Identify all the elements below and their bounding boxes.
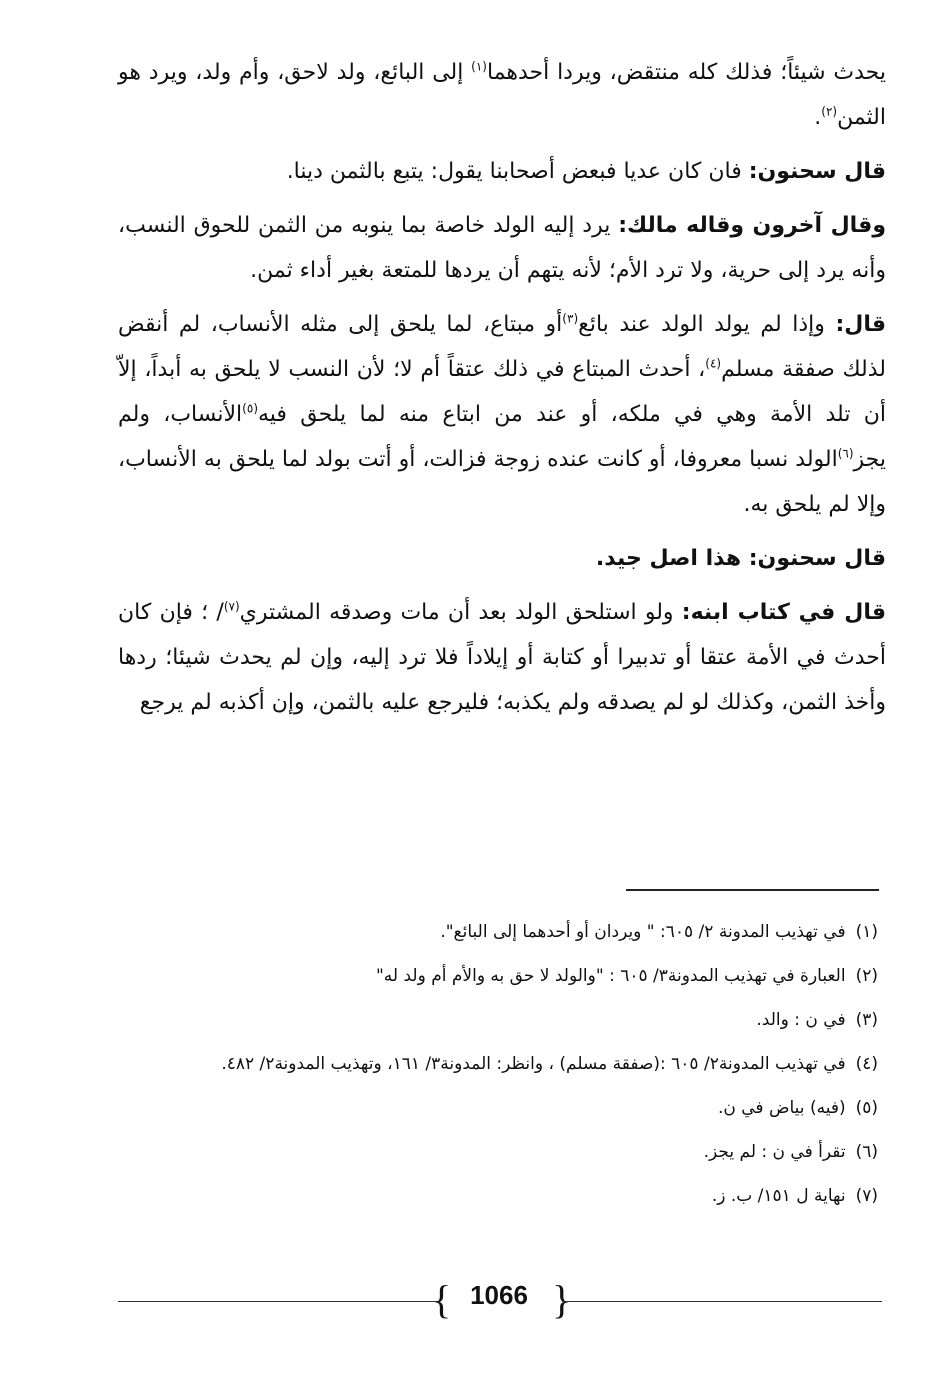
footnotes — [150, 910, 878, 1218]
footnote-divider — [626, 889, 879, 891]
footnote-number: (٦) — [855, 1142, 878, 1162]
footnote-ref-2: (٢) — [821, 104, 838, 119]
footnote-text: العبارة في تهذيب المدونة٣/ ٦٠٥ : "والولد لا حق به والأم أم ولد له" — [375, 966, 846, 986]
speaker-label: وقال آخرون وقاله مالك: — [618, 213, 887, 238]
footnote-text: في تهذيب المدونة ٢/ ٦٠٥: " ويردان أو أحدهما إلى البائع". — [440, 922, 846, 942]
paragraph-5 — [118, 536, 886, 581]
text-run: يحدث شيئاً؛ فذلك كله منتقض، ويردا أحدهما — [486, 60, 886, 85]
footnote-1 — [150, 910, 878, 954]
paragraph-6 — [118, 590, 886, 725]
footnote-number: (١) — [855, 922, 878, 942]
footnote-ref-3: (٣) — [562, 311, 579, 326]
footnote-number: (٣) — [855, 1010, 878, 1030]
footnote-text: (فيه) بياض في ن. — [717, 1098, 846, 1118]
bracket-left: { — [432, 1277, 452, 1322]
footer-rule-left — [118, 1301, 438, 1302]
body-text — [118, 50, 886, 734]
footnote-ref-5: (٥) — [242, 401, 258, 416]
text-run: الولد نسبا معروفا، أو كانت عنده زوجة فزالت، أو أتت بولد لما يلحق به الأنساب، وإلا لم يلحق به. — [118, 447, 886, 517]
paragraph-1 — [118, 50, 886, 140]
footer-rule-right — [562, 1301, 882, 1302]
footnote-ref-7: (٧) — [223, 599, 240, 614]
footnote-number: (٧) — [855, 1186, 878, 1206]
page-number: 1066 — [470, 1280, 528, 1310]
speaker-label: قال سحنون: — [748, 159, 886, 184]
footnote-7 — [150, 1174, 878, 1218]
speaker-label: قال سحنون: هذا اصل جيد. — [595, 546, 886, 571]
speaker-label: قال: — [835, 312, 887, 337]
text-run: ، أحدث المبتاع في ذلك عتقاً أم لا؛ لأن النسب لا يلحق به أبداً، إلاّ أن تلد الأمة وهي في ملكه، أو عند من ابتاع منه لما يلحق فيه — [118, 357, 887, 427]
text-run: أو مبتاع، لما يلحق إلى مثله الأنساب، لم أنقض لذلك صفقة مسلم — [118, 312, 886, 382]
speaker-label: قال في كتاب ابنه: — [681, 600, 886, 625]
footnote-number: (٢) — [855, 966, 878, 986]
footnote-5 — [150, 1086, 878, 1130]
footnote-6 — [150, 1130, 878, 1174]
footnote-ref-4: (٤) — [705, 356, 722, 371]
footnote-text: في تهذيب المدونة٢/ ٦٠٥ :(صفقة مسلم) ، وانظر: المدونة٣/ ١٦١، وتهذيب المدونة٢/ ٤٨٢. — [221, 1054, 846, 1074]
footnote-3 — [150, 998, 878, 1042]
text-run: ولو استلحق الولد بعد أن مات وصدقه المشتري — [239, 600, 682, 625]
text-run: إلى البائع، ولد لاحق، وأم ولد، ويرد هو الثمن — [118, 60, 886, 130]
text-run: يرد إليه الولد خاصة بما ينوبه من الثمن للحوق النسب، وأنه يرد إلى حرية، ولا ترد الأم؛ لأنه يتهم أن يردها للمتعة بغير أداء ثمن. — [118, 213, 886, 283]
footnote-number: (٤) — [855, 1054, 878, 1074]
footnote-ref-1: (١) — [471, 59, 487, 74]
footnote-ref-6: (٦) — [837, 446, 854, 461]
footnote-number: (٥) — [855, 1098, 878, 1118]
text-run: / ؛ فإن كان أحدث في الأمة عتقا أو تدبيرا أو كتابة أو إيلاداً فلا ترد إليه، وإن لم يحدث شيئا؛ ردها وأخذ الثمن، وكذلك لو لم يصدقه ولم يكذبه؛ فليرجع عليه بالثمن، وإن أكذبه لم يرجع — [118, 600, 886, 715]
text-run: . — [814, 105, 822, 130]
footnote-text: نهاية ل ١٥١/ ب. ز. — [711, 1186, 846, 1206]
footnote-text: تقرأ في ن : لم يجز. — [703, 1142, 846, 1162]
paragraph-3 — [118, 203, 886, 293]
paragraph-4 — [118, 302, 886, 527]
footnote-2 — [150, 954, 878, 998]
bracket-right: } — [552, 1277, 572, 1322]
text-run: الأنساب، ولم يجز — [118, 402, 886, 472]
footnote-4 — [150, 1042, 878, 1086]
paragraph-2 — [118, 149, 886, 194]
text-run: فان كان عديا فبعض أصحابنا يقول: يتبع بالثمن دينا. — [286, 159, 749, 184]
page-footer — [118, 1276, 882, 1328]
footnote-text: في ن : والد. — [756, 1010, 846, 1030]
text-run: وإذا لم يولد الولد عند بائع — [578, 312, 836, 337]
